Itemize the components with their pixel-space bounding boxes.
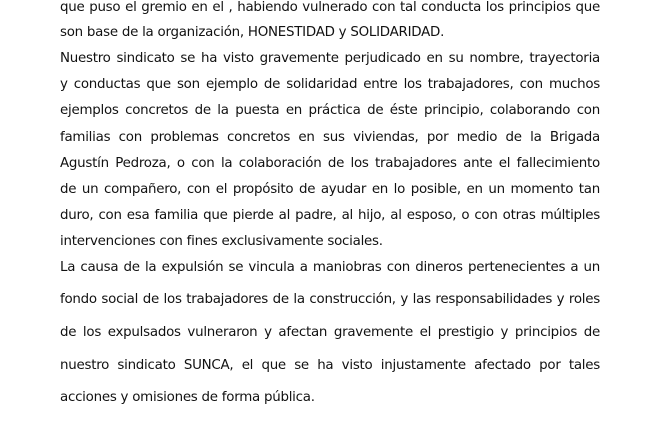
paragraph-3-line-1: La causa de la expulsión se vincula a maniobras con dineros pertenecientes a un bbox=[60, 260, 600, 275]
paragraph-1-line-2: son base de la organización, HONESTIDAD y SOLIDARIDAD. bbox=[60, 25, 445, 40]
paragraph-2-line-1: Nuestro sindicato se ha visto gravemente perjudicado en su nombre, trayectoria bbox=[60, 51, 600, 66]
paragraph-3-line-3: de los expulsados vulneraron y afectan gravemente el prestigio y principios de bbox=[60, 325, 600, 340]
paragraph-2-line-5: Agustín Pedroza, o con la colaboración de los trabajadores ante el fallecimiento bbox=[60, 156, 600, 171]
paragraph-2-line-7: duro, con esa familia que pierde al padre, al hijo, al esposo, o con otras múltiples bbox=[60, 208, 600, 223]
paragraph-3-line-4: nuestro sindicato SUNCA, el que se ha visto injustamente afectado por tales bbox=[60, 358, 600, 373]
paragraph-1-line-1: que puso el gremio en el , habiendo vulnerado con tal conducta los principios que bbox=[60, 0, 600, 15]
paragraph-2-line-8: intervenciones con fines exclusivamente sociales. bbox=[60, 234, 383, 249]
paragraph-3-line-5: acciones y omisiones de forma pública. bbox=[60, 390, 315, 405]
paragraph-2-line-4: familias con problemas concretos en sus viviendas, por medio de la Brigada bbox=[60, 130, 600, 145]
paragraph-2-line-2: y conductas que son ejemplo de solidaridad entre los trabajadores, con muchos bbox=[60, 77, 600, 92]
paragraph-2-line-6: de un compañero, con el propósito de ayudar en lo posible, en un momento tan bbox=[60, 182, 600, 197]
paragraph-3-line-2: fondo social de los trabajadores de la construcción, y las responsabilidades y roles bbox=[60, 292, 600, 307]
paragraph-2-line-3: ejemplos concretos de la puesta en práctica de éste principio, colaborando con bbox=[60, 103, 600, 118]
